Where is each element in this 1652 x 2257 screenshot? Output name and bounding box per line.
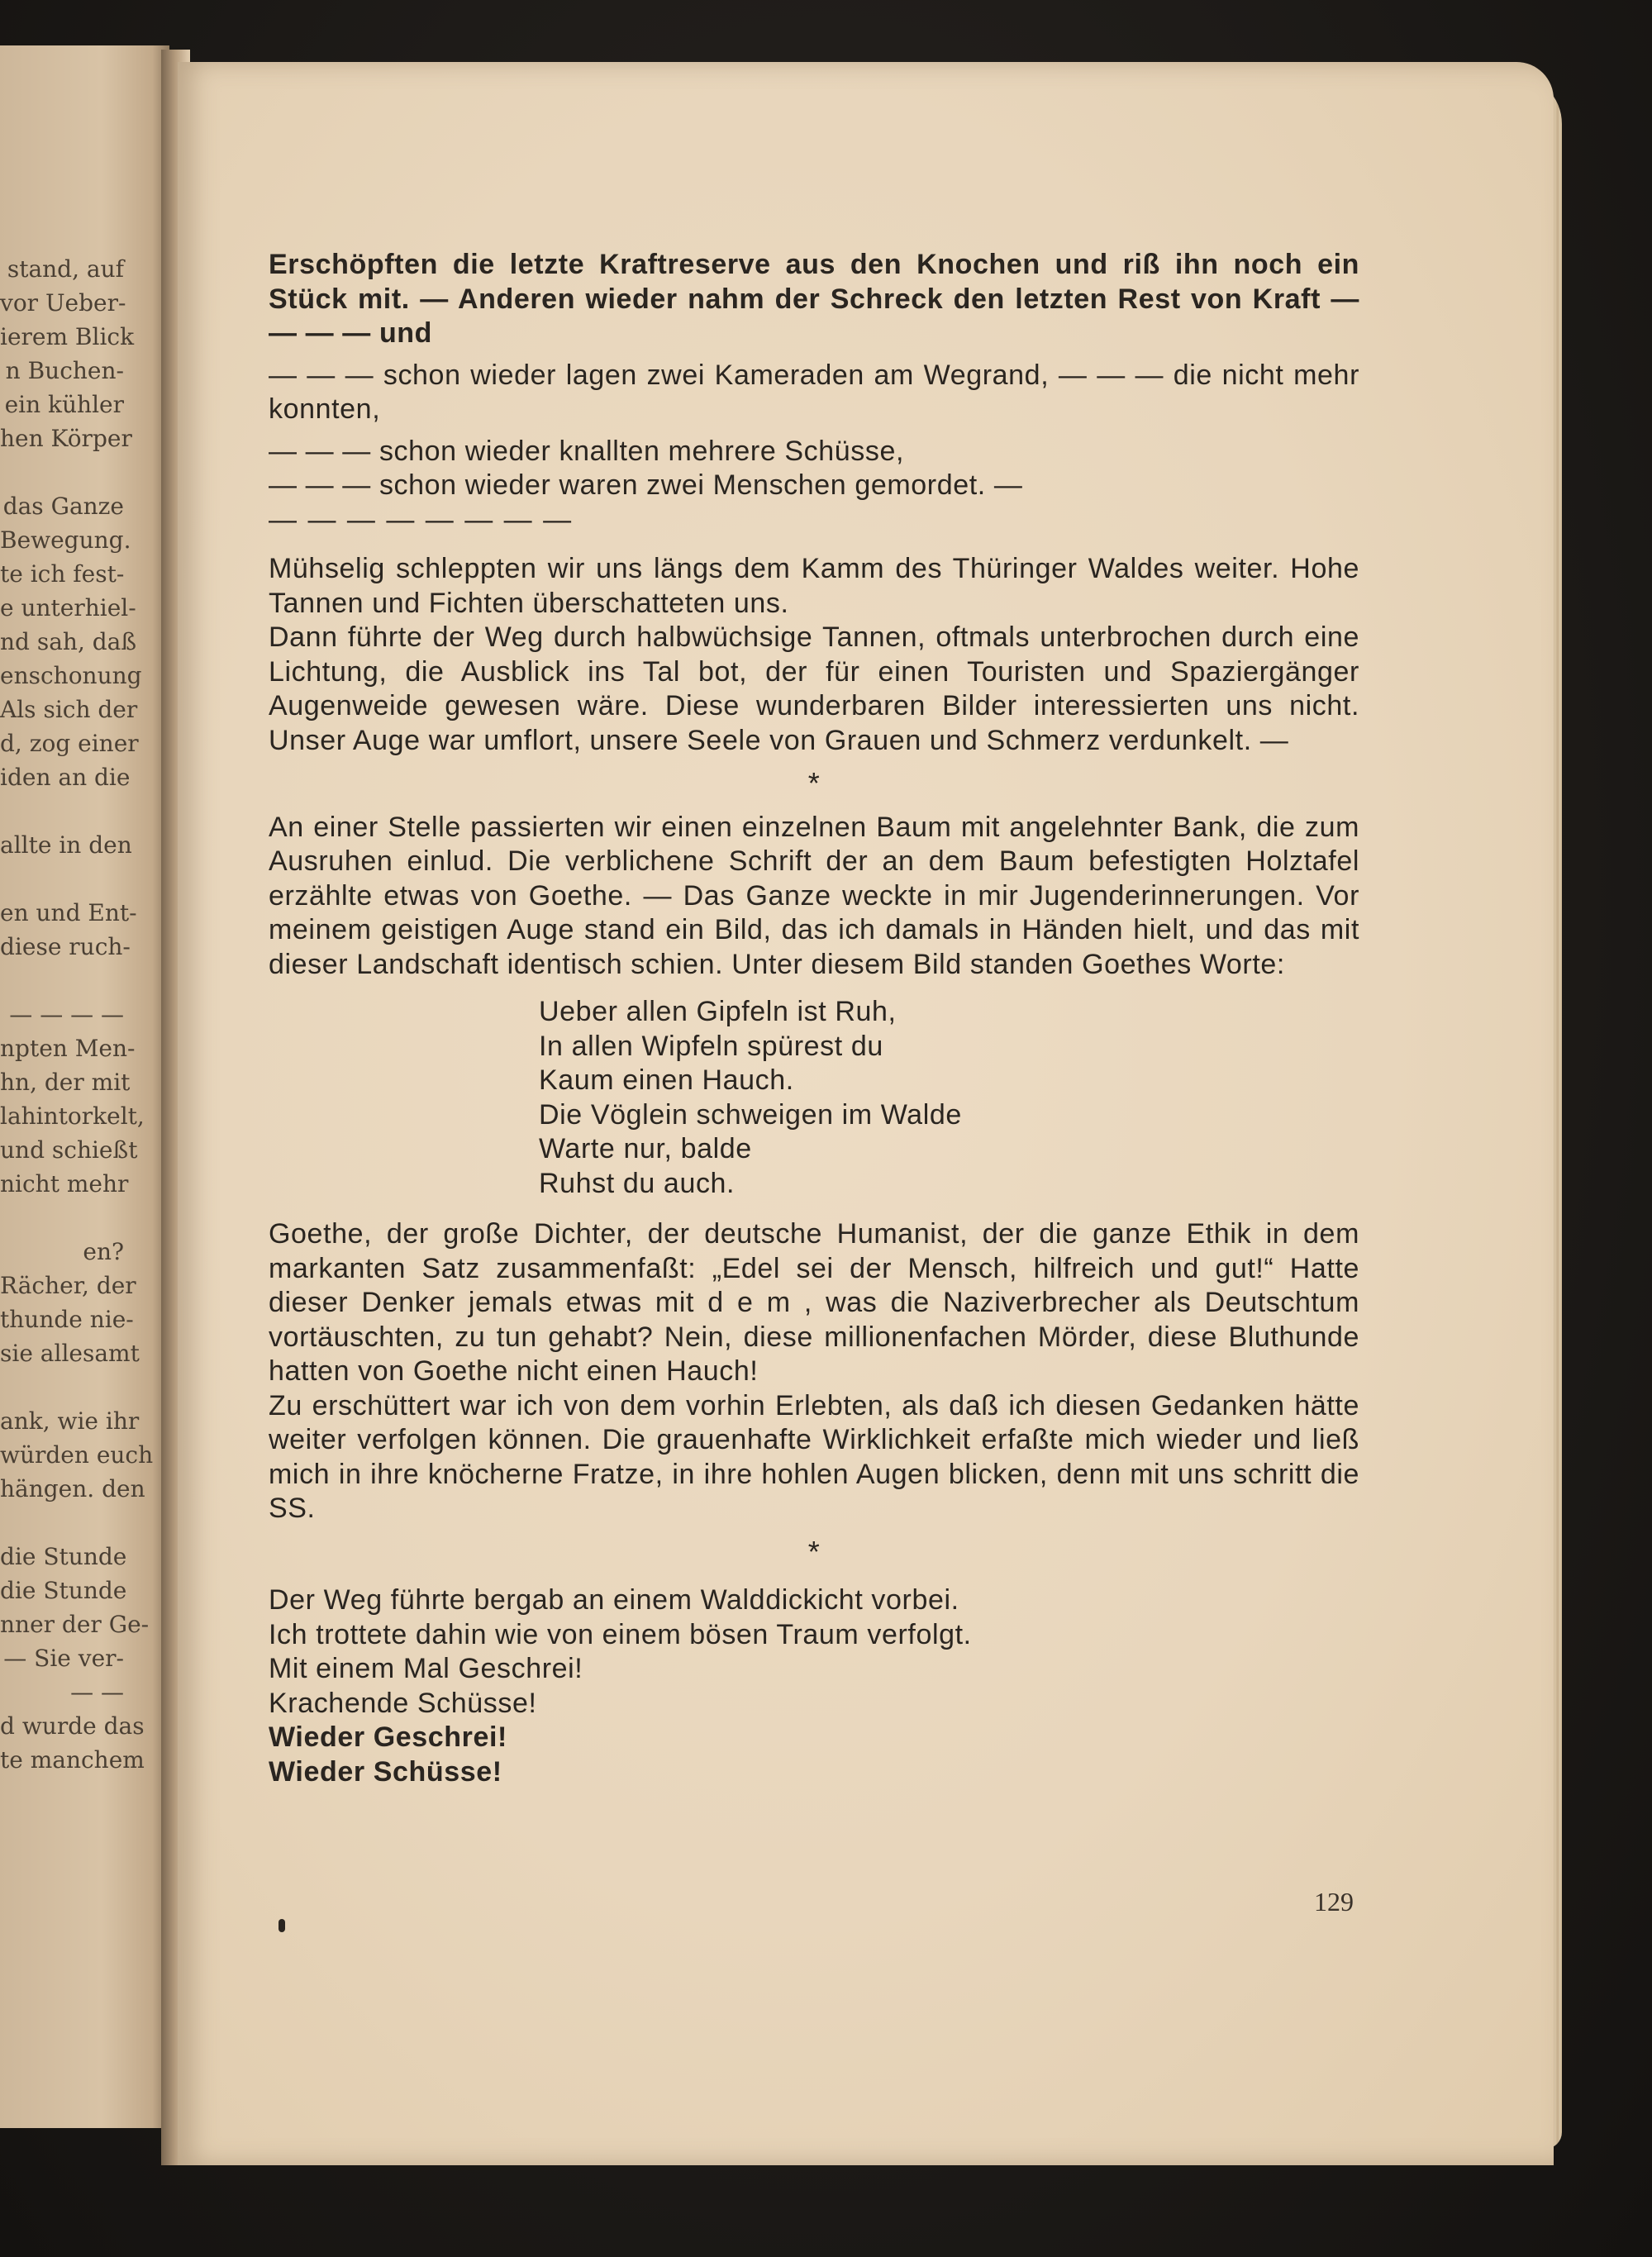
left-fragment: en und Ent- <box>0 899 137 926</box>
left-fragment: Bewegung. <box>0 526 131 554</box>
left-fragment: das Ganze <box>2 493 124 520</box>
left-fragment: Als sich der <box>0 696 138 723</box>
closing-line: Ich trottete dahin wie von einem bösen Traum verfolgt. <box>269 1618 972 1650</box>
poem-line: In allen Wipfeln spürest du <box>539 1030 883 1062</box>
left-gap <box>0 964 165 998</box>
left-gap <box>0 1506 165 1540</box>
paragraph: Mühselig schleppten wir uns längs dem Kamm des Thüringer Waldes weiter. Hohe Tannen und Fichten überschatteten uns. <box>269 553 1359 619</box>
left-fragment: nner der Ge- <box>0 1611 150 1638</box>
paragraph: Dann führte der Weg durch halbwüchsige Tannen, oftmals unterbrochen durch eine Lichtung, die Ausblick ins Tal bot, der für einen Touristen und Spaziergänger Augenweide gewesen wäre. Diese wunderbaren Bilder interessierten uns nicht. Unser Auge war umflort, unsere Seele von Grauen und Schmerz verdunkelt. — <box>269 621 1359 756</box>
paragraph: Erschöpften die letzte Kraftreserve aus den Knochen und riß ihn noch ein Stück mit. — Anderen wieder nahm der Schreck den letzten Rest von Kraft — — — — und <box>269 249 1359 349</box>
section-separator: * <box>807 766 821 800</box>
left-fragment: ein kühler <box>4 391 124 418</box>
left-fragment: nicht mehr <box>0 1170 129 1198</box>
paragraph: — — — schon wieder lagen zwei Kameraden am Wegrand, — — — die nicht mehr konnten, <box>269 359 1359 425</box>
page-number: 129 <box>1314 1887 1354 1917</box>
left-fragment: d wurde das <box>0 1712 145 1740</box>
left-fragment: Rächer, der <box>0 1272 136 1299</box>
left-fragment: hängen. den <box>0 1475 145 1502</box>
poem-line: Ruhst du auch. <box>539 1167 736 1199</box>
left-fragment: ierem Blick <box>0 323 135 350</box>
section-separator: * <box>807 1534 821 1569</box>
left-fragment: — Sie ver- <box>3 1645 124 1672</box>
paragraph: An einer Stelle passierten wir einen einzelnen Baum mit angelehnter Bank, die zum Ausruhen einlud. Die verblichene Schrift der an dem Baum befestigten Holztafel erzählte etwas von Goethe. — Das Ganze weckte in mir Jugenderinnerungen. Vor meinem geistigen Auge stand ein Bild, das ich damals in Händen hielt, und das mit dieser Landschaft identisch schien. Unter diesem Bild standen Goethes Worte: <box>269 811 1359 980</box>
left-fragment: e unterhiel- <box>0 594 136 621</box>
left-gap <box>0 862 165 896</box>
left-gap <box>0 1370 165 1404</box>
left-fragment: iden an die <box>0 764 131 791</box>
poem <box>539 995 1359 1201</box>
closing-lines <box>269 1583 1359 1789</box>
left-fragment: n Buchen- <box>5 357 124 384</box>
left-fragment: te manchem <box>0 1746 145 1774</box>
left-fragment: vor Ueber- <box>0 289 126 317</box>
left-fragment: und schießt <box>0 1136 138 1164</box>
left-fragment: — — — — <box>9 1001 124 1028</box>
left-fragment: te ich fest- <box>0 560 125 588</box>
left-gap <box>0 1201 165 1235</box>
paragraph: Goethe, der große Dichter, der deutsche Humanist, der die ganze Ethik in dem markanten Satz zusammenfaßt: „Edel sei der Mensch, hilfreich und gut!“ Hatte dieser Denker jemals etwas mit d e m , was die Naziverbrecher als Deutschtum vortäuschten, zu tun gehabt? Nein, diese millionenfachen Mörder, diese Bluthunde hatten von Goethe nicht einen Hauch! <box>269 1218 1359 1387</box>
closing-line: Krachende Schüsse! <box>269 1687 537 1719</box>
left-fragment: lahintorkelt, <box>0 1102 145 1130</box>
poem-line: Die Vöglein schweigen im Walde <box>539 1098 962 1131</box>
closing-line: Mit einem Mal Geschrei! <box>269 1653 583 1684</box>
left-gap <box>0 794 165 828</box>
left-facing-page <box>0 45 169 2128</box>
closing-line: Der Weg führte bergab an einem Walddickicht vorbei. <box>269 1584 959 1616</box>
left-fragment: d, zog einer <box>0 730 139 757</box>
closing-line: Wieder Geschrei! <box>269 1721 507 1753</box>
left-gap <box>0 455 165 489</box>
closing-line: Wieder Schüsse! <box>269 1755 502 1788</box>
left-fragment: stand, auf <box>7 255 124 283</box>
ink-speck <box>279 1919 285 1932</box>
left-fragment: thunde nie- <box>0 1306 134 1333</box>
poem-line: Warte nur, balde <box>539 1133 752 1164</box>
left-fragment: hen Körper <box>0 425 132 452</box>
left-fragment: nd sah, daß <box>0 628 137 655</box>
page-body <box>269 248 1359 1789</box>
poem-line: Ueber allen Gipfeln ist Ruh, <box>539 996 897 1027</box>
paragraph: Zu erschüttert war ich von dem vorhin Erlebten, als daß ich diesen Gedanken hätte weiter verfolgen können. Die grauenhafte Wirklichkeit erfaßte mich wieder und ließ mich in ihre knöcherne Fratze, in ihre hohlen Augen blicken, denn mit uns schritt die SS. <box>269 1389 1359 1524</box>
left-page-text <box>0 252 165 1777</box>
left-fragment: die Stunde <box>0 1543 127 1570</box>
text-line: — — — schon wieder knallten mehrere Schüsse, <box>269 435 905 467</box>
left-fragment: en? <box>83 1238 124 1265</box>
left-fragment: — — <box>70 1678 124 1706</box>
left-fragment: sie allesamt <box>0 1340 140 1367</box>
left-fragment: hn, der mit <box>0 1069 131 1096</box>
poem-line: Kaum einen Hauch. <box>539 1064 794 1096</box>
left-fragment: npten Men- <box>0 1035 136 1062</box>
left-fragment: würden euch <box>0 1441 154 1469</box>
left-fragment: allte in den <box>0 831 132 859</box>
left-fragment: die Stunde <box>0 1577 127 1604</box>
text-line: — — — schon wieder waren zwei Menschen gemordet. — <box>269 469 1023 501</box>
left-fragment: ank, wie ihr <box>0 1407 140 1435</box>
dash-line: — — — — — — — — <box>269 503 574 536</box>
left-fragment: diese ruch- <box>0 933 131 960</box>
left-fragment: enschonung <box>0 662 142 689</box>
